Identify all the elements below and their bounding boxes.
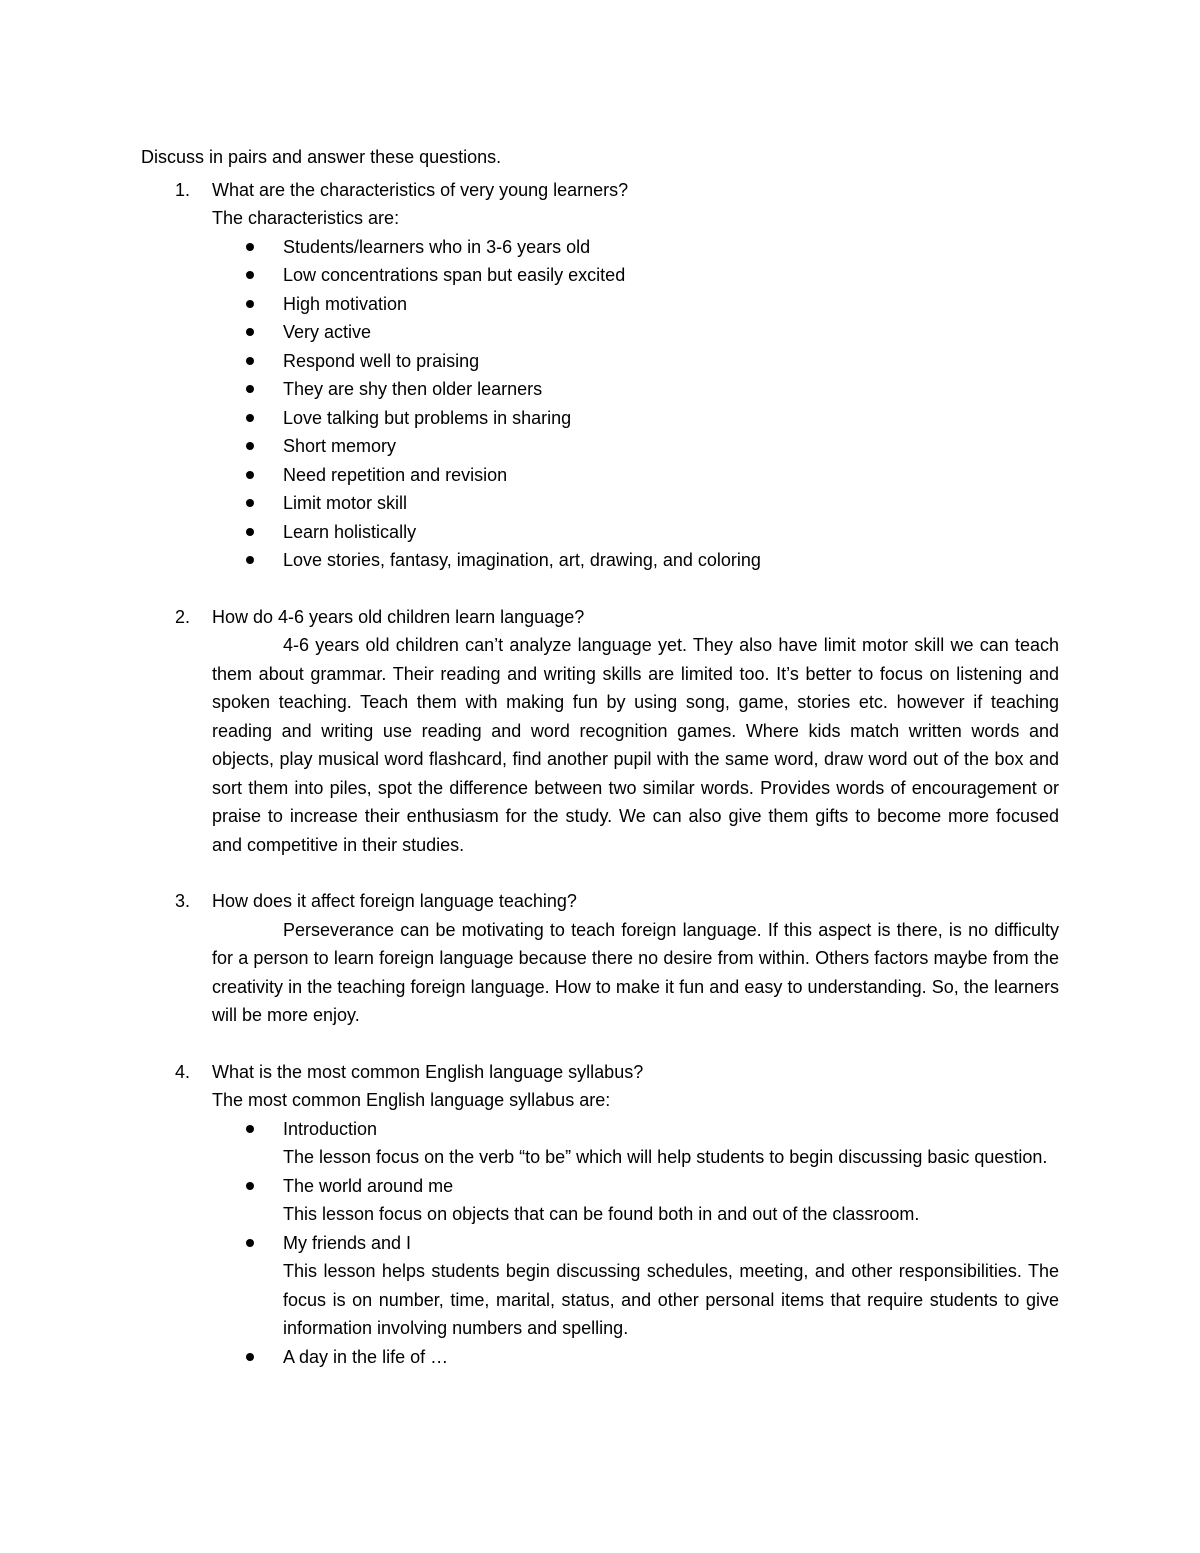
list-item: Students/learners who in 3-6 years old [283, 236, 591, 257]
syllabus-title: A day in the life of … [283, 1346, 449, 1367]
syllabus-list [141, 1115, 1059, 1372]
question-text: What is the most common English language syllabus? [212, 1061, 644, 1082]
list-item: Respond well to praising [283, 350, 480, 371]
list-item: Learn holistically [283, 521, 417, 542]
question-text: How does it affect foreign language teaching? [212, 891, 577, 911]
answer-lead: The most common English language syllabus are: [212, 1090, 611, 1110]
question-text: How do 4-6 years old children learn language? [212, 606, 585, 627]
list-item: Low concentrations span but easily excited [283, 265, 626, 285]
question-4 [141, 1058, 1059, 1372]
question-2 [141, 603, 1059, 860]
question-number: 3. [175, 891, 191, 911]
list-item: They are shy then older learners [283, 379, 543, 399]
document-page [141, 143, 1059, 1371]
list-item [283, 1343, 1059, 1372]
list-item: High motivation [283, 293, 408, 314]
syllabus-description: The lesson focus on the verb “to be” which will help students to begin discussing basic question. [283, 1147, 1048, 1167]
question-number: 2. [175, 606, 191, 627]
list-item: Need repetition and revision [283, 464, 508, 485]
question-1 [141, 176, 1059, 575]
syllabus-description: This lesson focus on objects that can be found both in and out of the classroom. [283, 1204, 920, 1224]
spacer [141, 575, 1059, 603]
syllabus-description: This lesson helps students begin discussing schedules, meeting, and other responsibilities. The focus is on number, time, marital, status, and other personal items that require students to give information involving numbers and spelling. [283, 1261, 1059, 1338]
syllabus-title: The world around me [283, 1175, 454, 1196]
characteristics-list [141, 233, 1059, 575]
syllabus-title: Introduction [283, 1118, 378, 1139]
list-item: Love talking but problems in sharing [283, 407, 572, 428]
question-number: 4. [175, 1061, 191, 1082]
spacer [141, 1030, 1059, 1058]
answer-paragraph: Perseverance can be motivating to teach foreign language. If this aspect is there, is no difficulty for a person to learn foreign language because there no desire from within. Others factors maybe from the creativity in the teaching foreign language. How to make it fun and easy to understanding. So, the learners will be more enjoy. [212, 919, 1059, 1025]
list-item [283, 1172, 1059, 1229]
syllabus-title: My friends and I [283, 1232, 412, 1253]
question-3 [141, 887, 1059, 1030]
question-number: 1. [175, 179, 191, 200]
list-item: Love stories, fantasy, imagination, art, drawing, and coloring [283, 550, 761, 570]
list-item: Very active [283, 322, 372, 342]
question-text: What are the characteristics of very young learners? [212, 179, 629, 200]
list-item [283, 1115, 1059, 1172]
answer-paragraph: 4-6 years old children can’t analyze language yet. They also have limit motor skill we can teach them about grammar. Their reading and writing skills are limited too. It’s better to focus on listening and spoken teaching. Teach them with making fun by using song, game, stories etc. however if teaching reading and writing use reading and word recognition games. Where kids match written words and objects, play musical word flashcard, find another pupil with the same word, draw word out of the box and sort them into piles, spot the difference between two similar words. Provides words of encouragement or praise to increase their enthusiasm for the study. We can also give them gifts to become more focused and competitive in their studies. [212, 635, 1059, 855]
list-item: Short memory [283, 436, 397, 456]
answer-lead: The characteristics are: [212, 208, 400, 228]
list-item [283, 1229, 1059, 1343]
list-item: Limit motor skill [283, 493, 408, 513]
intro-text: Discuss in pairs and answer these questions. [141, 147, 502, 167]
spacer [141, 859, 1059, 887]
